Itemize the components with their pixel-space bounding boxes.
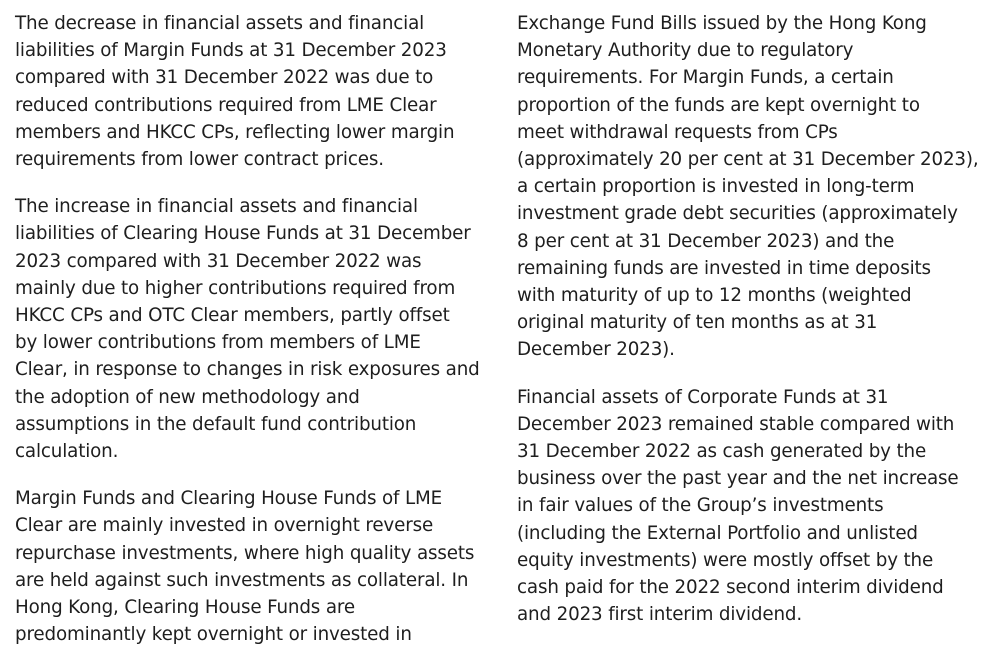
paragraph-line: The increase in financial assets and financial — [15, 196, 418, 218]
paragraph-line: predominantly kept overnight or invested in — [15, 624, 412, 646]
paragraph-line: and 2023 first interim dividend. — [517, 604, 803, 626]
paragraph-line: members and HKCC CPs, reflecting lower margin — [15, 121, 455, 143]
paragraph-line: compared with 31 December 2022 was due to — [15, 67, 434, 89]
body-paragraph — [15, 10, 490, 173]
paragraph-line: 31 December 2022 as cash generated by the — [517, 441, 927, 463]
paragraph-line: The decrease in financial assets and financial — [15, 13, 425, 34]
right-column — [517, 10, 987, 648]
paragraph-line: Clear are mainly invested in overnight reverse — [15, 515, 434, 537]
paragraph-line: 8 per cent at 31 December 2023) and the — [517, 230, 895, 252]
paragraph-line: Clear, in response to changes in risk exposures and — [15, 359, 480, 381]
paragraph-line: HKCC CPs and OTC Clear members, partly offset — [15, 305, 450, 327]
body-paragraph — [15, 485, 490, 648]
body-paragraph — [517, 10, 987, 364]
paragraph-line: the adoption of new methodology and — [15, 386, 360, 408]
paragraph-line: assumptions in the default fund contribution — [15, 413, 417, 435]
paragraph-line: December 2023). — [517, 339, 675, 361]
paragraph-line: a certain proportion is invested in long-term — [517, 176, 915, 198]
paragraph-line: mainly due to higher contributions required from — [15, 277, 456, 299]
paragraph-line: remaining funds are invested in time deposits — [517, 257, 931, 279]
paragraph-line: Monetary Authority due to regulatory — [517, 40, 854, 62]
paragraph-line: by lower contributions from members of LME — [15, 332, 421, 354]
paragraph-line: requirements from lower contract prices. — [15, 149, 384, 171]
paragraph-line: Hong Kong, Clearing House Funds are — [15, 597, 355, 619]
paragraph-line: Financial assets of Corporate Funds at 31 — [517, 386, 889, 408]
paragraph-line: 2023 compared with 31 December 2022 was — [15, 250, 422, 272]
paragraph-line: are held against such investments as collateral. In — [15, 569, 469, 591]
paragraph-line: proportion of the funds are kept overnight to — [517, 94, 920, 116]
paragraph-line: Margin Funds and Clearing House Funds of LME — [15, 488, 443, 510]
paragraph-line: requirements. For Margin Funds, a certain — [517, 67, 894, 89]
paragraph-line: repurchase investments, where high quality assets — [15, 542, 475, 564]
paragraph-line: in fair values of the Group’s investments — [517, 495, 884, 517]
left-column — [15, 10, 490, 668]
paragraph-line: calculation. — [15, 441, 119, 463]
paragraph-line: Exchange Fund Bills issued by the Hong Kong — [517, 13, 927, 34]
paragraph-line: original maturity of ten months as at 31 — [517, 312, 878, 334]
paragraph-line: cash paid for the 2022 second interim dividend — [517, 577, 944, 599]
body-paragraph — [517, 384, 987, 629]
paragraph-line: reduced contributions required from LME Clear — [15, 94, 437, 116]
paragraph-line: liabilities of Clearing House Funds at 31 December — [15, 223, 471, 245]
paragraph-line: meet withdrawal requests from CPs — [517, 121, 838, 143]
paragraph-line: liabilities of Margin Funds at 31 December 2023 — [15, 40, 447, 62]
paragraph-line: business over the past year and the net increase — [517, 468, 959, 490]
paragraph-line: equity investments) were mostly offset by the — [517, 549, 934, 571]
paragraph-line: with maturity of up to 12 months (weighted — [517, 285, 912, 307]
paragraph-line: (including the External Portfolio and unlisted — [517, 522, 918, 544]
paragraph-line: December 2023 remained stable compared with — [517, 413, 955, 435]
paragraph-line: (approximately 20 per cent at 31 December 2023), — [517, 149, 979, 171]
paragraph-line: investment grade debt securities (approximately — [517, 203, 958, 225]
body-paragraph — [15, 193, 490, 465]
